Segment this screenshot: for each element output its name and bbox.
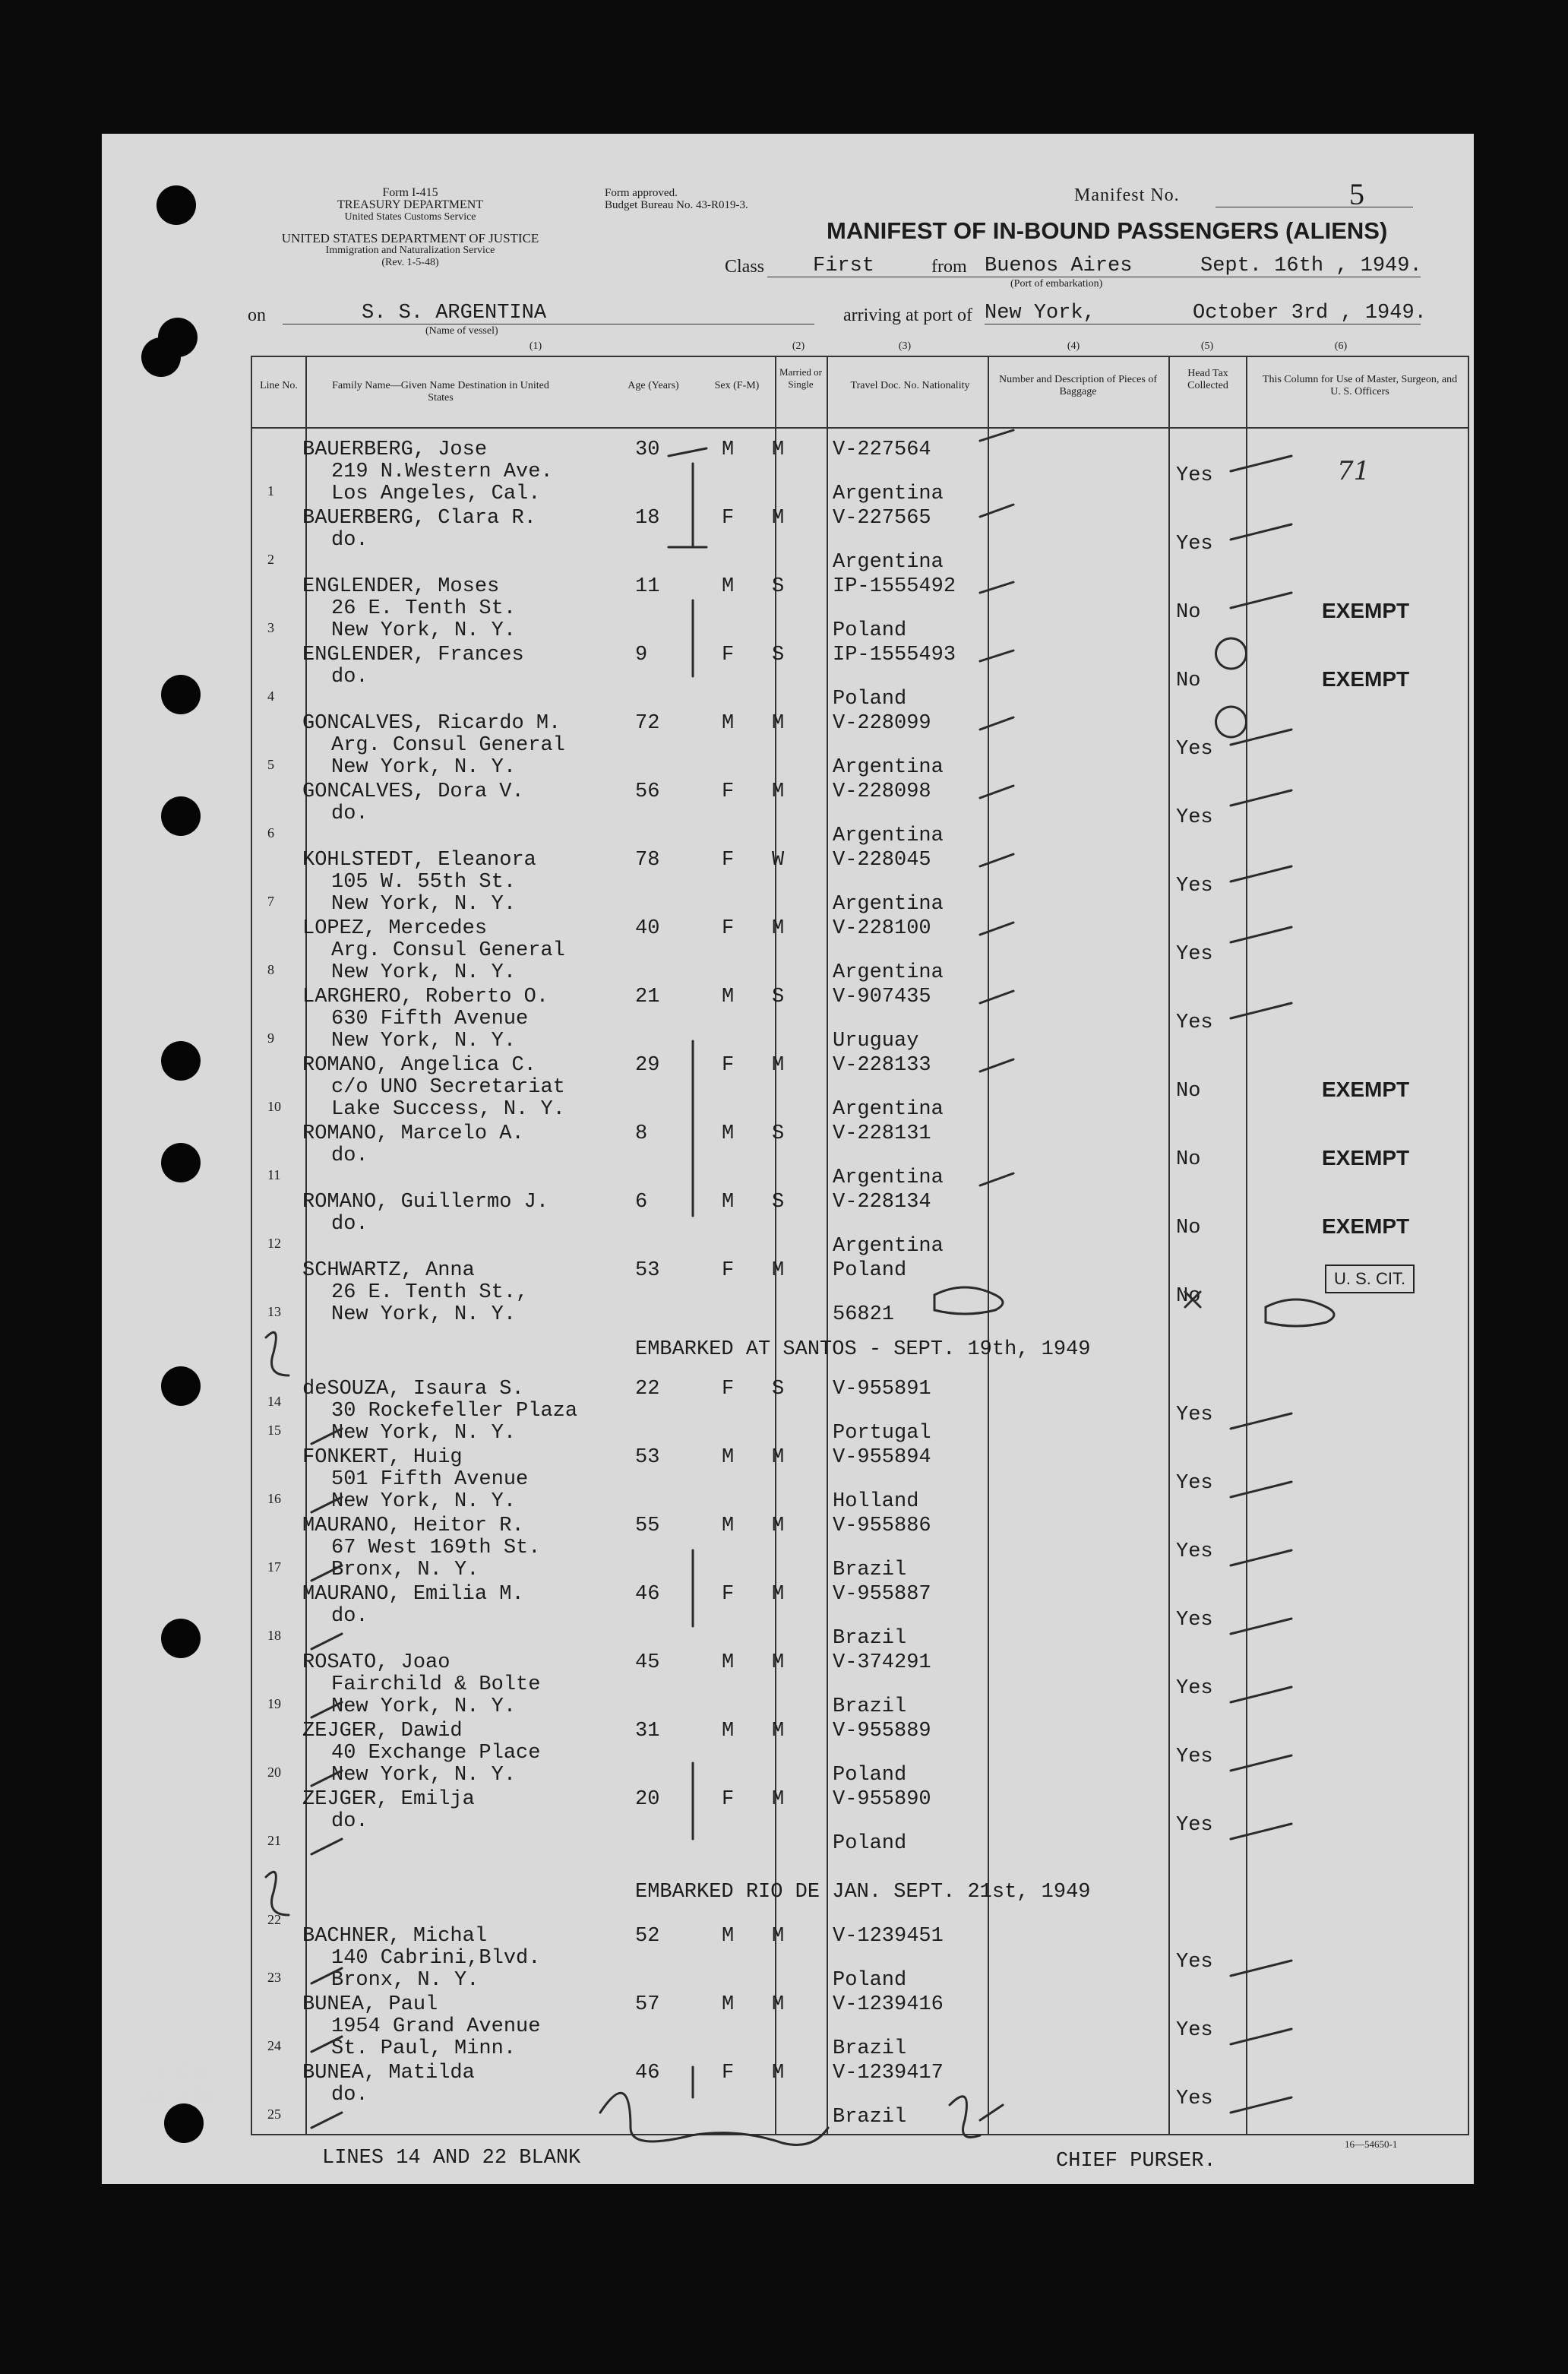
passenger-age: 46: [635, 1583, 660, 1606]
travel-document-number: IP-1555492: [833, 575, 956, 598]
head-tax-collected: No: [1176, 1148, 1201, 1171]
passenger-nationality: Brazil: [833, 1559, 907, 1581]
passenger-sex: M: [722, 575, 735, 598]
passenger-name: ROMANO, Marcelo A.: [302, 1122, 524, 1145]
passenger-city: New York, N. Y.: [331, 619, 517, 642]
passenger-city: New York, N. Y.: [331, 1030, 517, 1052]
passenger-name: ENGLENDER, Frances: [302, 644, 524, 666]
passenger-sex: F: [722, 1583, 735, 1606]
passenger-name: MAURANO, Emilia M.: [302, 1583, 524, 1606]
line-number: 18: [267, 1628, 281, 1643]
head-tax-collected: Yes: [1176, 806, 1213, 829]
travel-document-number: V-955886: [833, 1515, 931, 1537]
passenger-marital-status: M: [772, 1446, 785, 1469]
arrival-date: October 3rd , 1949.: [1193, 302, 1427, 324]
passenger-sex: M: [722, 986, 735, 1008]
travel-document-number: V-227564: [833, 438, 931, 461]
passenger-address: 30 Rockefeller Plaza: [331, 1400, 578, 1423]
passenger-name: ROMANO, Guillermo J.: [302, 1191, 549, 1214]
passenger-city: Los Angeles, Cal.: [331, 483, 541, 505]
head-tax-collected: Yes: [1176, 1609, 1213, 1632]
head-tax-collected: Yes: [1176, 943, 1213, 966]
passenger-name: GONCALVES, Ricardo M.: [302, 712, 561, 735]
line-number: 3: [267, 620, 274, 635]
passenger-marital-status: S: [772, 986, 785, 1008]
travel-document-number: V-228131: [833, 1122, 931, 1145]
passenger-age: 55: [635, 1515, 660, 1537]
passenger-age: 18: [635, 507, 660, 530]
head-tax-collected: No: [1176, 669, 1201, 692]
travel-document-number: V-955891: [833, 1378, 931, 1401]
passenger-address: do.: [331, 1213, 368, 1236]
line-number: 2: [267, 552, 274, 567]
line-number: 13: [267, 1304, 281, 1319]
column-number: (5): [1200, 340, 1214, 352]
passenger-city: New York, N. Y.: [331, 1695, 517, 1718]
passenger-age: 46: [635, 2062, 660, 2084]
passenger-age: 29: [635, 1054, 660, 1077]
blank-lines-note: LINES 14 AND 22 BLANK: [322, 2147, 581, 2170]
passenger-city: New York, N. Y.: [331, 1764, 517, 1787]
passenger-sex: M: [722, 1925, 735, 1948]
passenger-nationality: Poland: [833, 1969, 907, 1992]
passenger-age: 40: [635, 917, 660, 940]
passenger-marital-status: W: [772, 849, 785, 872]
travel-document-number: IP-1555493: [833, 644, 956, 666]
vessel-caption: (Name of vessel): [425, 325, 498, 337]
travel-document-number: V-228098: [833, 780, 931, 803]
column-number: (3): [898, 340, 912, 352]
passenger-marital-status: M: [772, 1925, 785, 1948]
travel-document-number: V-1239416: [833, 1993, 944, 2016]
passenger-nationality: Argentina: [833, 756, 944, 779]
line-number: 1: [267, 483, 274, 499]
passenger-marital-status: M: [772, 780, 785, 803]
head-tax-collected: No: [1176, 1285, 1201, 1308]
col-header-sex: Sex (F-M): [714, 380, 760, 391]
departure-date: Sept. 16th , 1949.: [1200, 255, 1422, 277]
head-tax-collected: Yes: [1176, 1951, 1213, 1974]
line-number: 11: [267, 1167, 281, 1182]
passenger-address: do.: [331, 802, 368, 825]
passenger-name: LOPEZ, Mercedes: [302, 917, 488, 940]
travel-document-number: V-1239451: [833, 1925, 944, 1948]
passenger-sex: F: [722, 780, 735, 803]
passenger-nationality: Holland: [833, 1490, 919, 1513]
passenger-name: BUNEA, Paul: [302, 1993, 438, 2016]
passenger-name: LARGHERO, Roberto O.: [302, 986, 549, 1008]
line-number: 12: [267, 1236, 281, 1251]
travel-document-number: V-907435: [833, 986, 931, 1008]
line-number: 15: [267, 1423, 281, 1438]
passenger-city: New York, N. Y.: [331, 756, 517, 779]
passenger-city: New York, N. Y.: [331, 1422, 517, 1445]
passenger-nationality: Argentina: [833, 1235, 944, 1258]
passenger-name: BAUERBERG, Jose: [302, 438, 488, 461]
passenger-nationality: Argentina: [833, 483, 944, 505]
travel-document-number: V-228099: [833, 712, 931, 735]
manifest-no-value: 5: [1349, 177, 1364, 211]
approved-label: Form approved.: [605, 187, 678, 199]
passenger-age: 11: [635, 575, 660, 598]
passenger-age: 56: [635, 780, 660, 803]
passenger-sex: F: [722, 507, 735, 530]
passenger-nationality: Argentina: [833, 825, 944, 847]
passenger-address: 105 W. 55th St.: [331, 871, 517, 894]
passenger-address: c/o UNO Secretariat: [331, 1076, 565, 1099]
passenger-marital-status: S: [772, 575, 785, 598]
passenger-city: New York, N. Y.: [331, 1490, 517, 1513]
passenger-name: ROSATO, Joao: [302, 1651, 450, 1674]
passenger-marital-status: M: [772, 1993, 785, 2016]
passenger-address: 26 E. Tenth St.: [331, 597, 517, 620]
passenger-name: BUNEA, Matilda: [302, 2062, 475, 2084]
travel-document-number: V-955887: [833, 1583, 931, 1606]
officer-note: 71: [1337, 456, 1370, 486]
passenger-marital-status: S: [772, 1378, 785, 1401]
passenger-nationality: Argentina: [833, 1098, 944, 1121]
passenger-age: 53: [635, 1259, 660, 1282]
exempt-stamp: EXEMPT: [1322, 1214, 1410, 1238]
passenger-nationality: Poland: [833, 1764, 907, 1787]
passenger-address: Arg. Consul General: [331, 734, 565, 757]
passenger-marital-status: M: [772, 1720, 785, 1743]
page-title: MANIFEST OF IN-BOUND PASSENGERS (ALIENS): [827, 217, 1388, 244]
passenger-age: 8: [635, 1122, 648, 1145]
passenger-age: 22: [635, 1378, 660, 1401]
head-tax-collected: Yes: [1176, 738, 1213, 761]
passenger-age: 72: [635, 712, 660, 735]
line-number: 20: [267, 1765, 281, 1780]
passenger-name: ENGLENDER, Moses: [302, 575, 500, 598]
passenger-name: ROMANO, Angelica C.: [302, 1054, 536, 1077]
passenger-sex: F: [722, 1378, 735, 1401]
passenger-sex: M: [722, 1191, 735, 1214]
exempt-stamp: EXEMPT: [1322, 599, 1410, 622]
travel-document-number: Poland: [833, 1259, 907, 1282]
port-caption: (Port of embarkation): [1010, 278, 1103, 290]
chief-purser-label: CHIEF PURSER.: [1056, 2150, 1216, 2173]
class-label: Class: [725, 257, 765, 277]
justice-label: UNITED STATES DEPARTMENT OF JUSTICE: [281, 231, 539, 245]
manifest-no-label: Manifest No.: [1074, 185, 1180, 205]
passenger-nationality: Portugal: [833, 1422, 931, 1445]
travel-document-number: V-228045: [833, 849, 931, 872]
travel-document-number: V-227565: [833, 507, 931, 530]
col-header-tax: Head Tax Collected: [1187, 368, 1228, 391]
passenger-name: FONKERT, Huig: [302, 1446, 463, 1469]
passenger-marital-status: M: [772, 507, 785, 530]
passenger-name: deSOUZA, Isaura S.: [302, 1378, 524, 1401]
us-citizen-stamp: U. S. CIT.: [1325, 1265, 1415, 1293]
travel-document-number: V-228134: [833, 1191, 931, 1214]
col-header-travel: Travel Doc. No. Nationality: [850, 380, 970, 391]
line-number: 24: [267, 2038, 281, 2053]
head-tax-collected: Yes: [1176, 533, 1213, 556]
passenger-age: 31: [635, 1720, 660, 1743]
passenger-age: 9: [635, 644, 648, 666]
passenger-address: 40 Exchange Place: [331, 1742, 541, 1765]
col-header-age: Age (Years): [628, 380, 679, 391]
embarked-santos-note: EMBARKED AT SANTOS - SEPT. 19th, 1949: [635, 1338, 1091, 1361]
ins-label: Immigration and Naturalization Service: [325, 245, 495, 256]
passenger-name: BAUERBERG, Clara R.: [302, 507, 536, 530]
passenger-marital-status: S: [772, 644, 785, 666]
line-number: 22: [267, 1912, 281, 1927]
passenger-marital-status: M: [772, 712, 785, 735]
passenger-sex: M: [722, 1993, 735, 2016]
passenger-name: MAURANO, Heitor R.: [302, 1515, 524, 1537]
travel-document-number: V-955889: [833, 1720, 931, 1743]
line-number: 16: [267, 1491, 281, 1506]
col-header-baggage: Number and Description of Pieces of Baggage: [999, 374, 1157, 397]
passenger-address: Arg. Consul General: [331, 939, 565, 962]
head-tax-collected: Yes: [1176, 1814, 1213, 1837]
passenger-nationality: Argentina: [833, 1166, 944, 1189]
line-number: 14: [267, 1394, 281, 1409]
passenger-nationality: Argentina: [833, 961, 944, 984]
print-code: 16—54650-1: [1345, 2138, 1398, 2150]
passenger-sex: M: [722, 1515, 735, 1537]
passenger-nationality: Poland: [833, 688, 907, 711]
line-number: 9: [267, 1030, 274, 1046]
passenger-city: New York, N. Y.: [331, 893, 517, 916]
passenger-nationality: Argentina: [833, 893, 944, 916]
col-header-name: Family Name—Given Name Destination in United States: [332, 380, 549, 404]
passenger-address: do.: [331, 529, 368, 552]
passenger-sex: F: [722, 1788, 735, 1811]
column-number: (4): [1067, 340, 1080, 352]
passenger-sex: M: [722, 1122, 735, 1145]
arrival-port: New York,: [985, 302, 1095, 324]
passenger-sex: M: [722, 438, 735, 461]
passenger-age: 57: [635, 1993, 660, 2016]
passenger-address: Fairchild & Bolte: [331, 1673, 541, 1696]
passenger-marital-status: S: [772, 1191, 785, 1214]
line-number: 4: [267, 688, 274, 704]
revision-label: (Rev. 1-5-48): [381, 257, 439, 268]
passenger-sex: M: [722, 1651, 735, 1674]
travel-document-number: V-1239417: [833, 2062, 944, 2084]
passenger-city: Bronx, N. Y.: [331, 1969, 479, 1992]
margin-tally-citizens: 1 Cit: [152, 2062, 214, 2084]
head-tax-collected: Yes: [1176, 2019, 1213, 2042]
line-number: 25: [267, 2107, 281, 2122]
head-tax-collected: Yes: [1176, 1472, 1213, 1495]
head-tax-collected: No: [1176, 1080, 1201, 1103]
passenger-nationality: Brazil: [833, 2037, 907, 2060]
head-tax-collected: Yes: [1176, 464, 1213, 487]
col-header-married: Married or Single: [779, 366, 822, 390]
exempt-stamp: EXEMPT: [1322, 1146, 1410, 1170]
passenger-name: KOHLSTEDT, Eleanora: [302, 849, 536, 872]
passenger-age: 30: [635, 438, 660, 461]
head-tax-collected: Yes: [1176, 875, 1213, 897]
passenger-sex: F: [722, 1054, 735, 1077]
passenger-sex: M: [722, 1446, 735, 1469]
passenger-nationality: Brazil: [833, 1627, 907, 1650]
passenger-city: Lake Success, N. Y.: [331, 1098, 565, 1121]
line-number: 6: [267, 825, 274, 840]
passenger-marital-status: M: [772, 1788, 785, 1811]
passenger-city: New York, N. Y.: [331, 1303, 517, 1326]
passenger-sex: M: [722, 712, 735, 735]
passenger-address: do.: [331, 1605, 368, 1628]
form-number: Form I-415: [382, 186, 438, 199]
passenger-address: do.: [331, 2084, 368, 2107]
head-tax-collected: Yes: [1176, 1011, 1213, 1034]
exempt-stamp: EXEMPT: [1322, 667, 1410, 691]
passenger-city: St. Paul, Minn.: [331, 2037, 517, 2060]
line-number: 10: [267, 1099, 281, 1114]
passenger-address: 26 E. Tenth St.,: [331, 1281, 529, 1304]
passenger-sex: F: [722, 644, 735, 666]
line-number: 7: [267, 894, 274, 909]
vessel-name: S. S. ARGENTINA: [362, 302, 547, 324]
on-label: on: [248, 305, 266, 325]
passenger-marital-status: S: [772, 1122, 785, 1145]
passenger-address: 67 West 169th St.: [331, 1537, 541, 1559]
passenger-marital-status: M: [772, 1259, 785, 1282]
from-label: from: [931, 257, 967, 277]
arriving-label: arriving at port of: [843, 305, 972, 325]
passenger-sex: F: [722, 1259, 735, 1282]
passenger-name: BACHNER, Michal: [302, 1925, 488, 1948]
passenger-marital-status: M: [772, 1583, 785, 1606]
passenger-nationality: Poland: [833, 1832, 907, 1855]
passenger-nationality: Uruguay: [833, 1030, 919, 1052]
budget-label: Budget Bureau No. 43-R019-3.: [605, 199, 748, 211]
travel-document-number: V-228100: [833, 917, 931, 940]
passenger-sex: M: [722, 1720, 735, 1743]
passenger-name: ZEJGER, Dawid: [302, 1720, 463, 1743]
exempt-stamp: EXEMPT: [1322, 1078, 1410, 1101]
class-value: First: [813, 255, 875, 277]
passenger-city: New York, N. Y.: [331, 961, 517, 984]
passenger-age: 53: [635, 1446, 660, 1469]
customs-label: United States Customs Service: [344, 211, 476, 223]
passenger-nationality: Poland: [833, 619, 907, 642]
passenger-address: do.: [331, 1144, 368, 1167]
passenger-name: GONCALVES, Dora V.: [302, 780, 524, 803]
passenger-nationality: Brazil: [833, 2106, 907, 2129]
passenger-marital-status: M: [772, 1651, 785, 1674]
passenger-marital-status: M: [772, 1054, 785, 1077]
passenger-address: 501 Fifth Avenue: [331, 1468, 529, 1491]
passenger-marital-status: M: [772, 438, 785, 461]
head-tax-collected: Yes: [1176, 1746, 1213, 1768]
passenger-address: do.: [331, 666, 368, 688]
passenger-age: 6: [635, 1191, 648, 1214]
head-tax-collected: Yes: [1176, 1540, 1213, 1563]
passenger-name: ZEJGER, Emilja: [302, 1788, 475, 1811]
port-of-embarkation: Buenos Aires: [985, 255, 1133, 277]
passenger-marital-status: M: [772, 1515, 785, 1537]
passenger-nationality: 56821: [833, 1303, 895, 1326]
passenger-sex: F: [722, 917, 735, 940]
passenger-sex: F: [722, 849, 735, 872]
passenger-age: 52: [635, 1925, 660, 1948]
col-header-officers: This Column for Use of Master, Surgeon, and U. S. Officers: [1262, 374, 1458, 397]
passenger-address: 630 Fifth Avenue: [331, 1008, 529, 1030]
travel-document-number: V-955894: [833, 1446, 931, 1469]
head-tax-collected: Yes: [1176, 1677, 1213, 1700]
passenger-sex: F: [722, 2062, 735, 2084]
travel-document-number: V-955890: [833, 1788, 931, 1811]
passenger-address: 219 N.Western Ave.: [331, 461, 553, 483]
passenger-city: Bronx, N. Y.: [331, 1559, 479, 1581]
passenger-marital-status: M: [772, 917, 785, 940]
head-tax-collected: No: [1176, 601, 1201, 624]
passenger-address: 140 Cabrini,Blvd.: [331, 1947, 541, 1970]
passenger-nationality: Argentina: [833, 551, 944, 574]
passenger-age: 78: [635, 849, 660, 872]
head-tax-collected: Yes: [1176, 1404, 1213, 1426]
line-number: 19: [267, 1696, 281, 1711]
treasury-label: TREASURY DEPARTMENT: [337, 198, 484, 211]
margin-tally-aliens: 22 Aln: [141, 2088, 216, 2110]
line-number: 23: [267, 1970, 281, 1985]
line-number: 5: [267, 757, 274, 772]
passenger-age: 45: [635, 1651, 660, 1674]
column-number: (2): [792, 340, 805, 352]
passenger-name: SCHWARTZ, Anna: [302, 1259, 475, 1282]
passenger-age: 20: [635, 1788, 660, 1811]
col-header-line: Line No.: [260, 380, 298, 391]
column-number: (1): [529, 340, 542, 352]
head-tax-collected: Yes: [1176, 2088, 1213, 2110]
travel-document-number: V-228133: [833, 1054, 931, 1077]
line-number: 17: [267, 1559, 281, 1575]
travel-document-number: V-374291: [833, 1651, 931, 1674]
passenger-marital-status: M: [772, 2062, 785, 2084]
column-number: (6): [1334, 340, 1348, 352]
line-number: 8: [267, 962, 274, 977]
passenger-nationality: Brazil: [833, 1695, 907, 1718]
embarked-rio-note: EMBARKED RIO DE JAN. SEPT. 21st, 1949: [635, 1881, 1091, 1904]
line-number: 21: [267, 1833, 281, 1848]
head-tax-collected: No: [1176, 1217, 1201, 1239]
passenger-address: 1954 Grand Avenue: [331, 2015, 541, 2038]
passenger-address: do.: [331, 1810, 368, 1833]
passenger-age: 21: [635, 986, 660, 1008]
